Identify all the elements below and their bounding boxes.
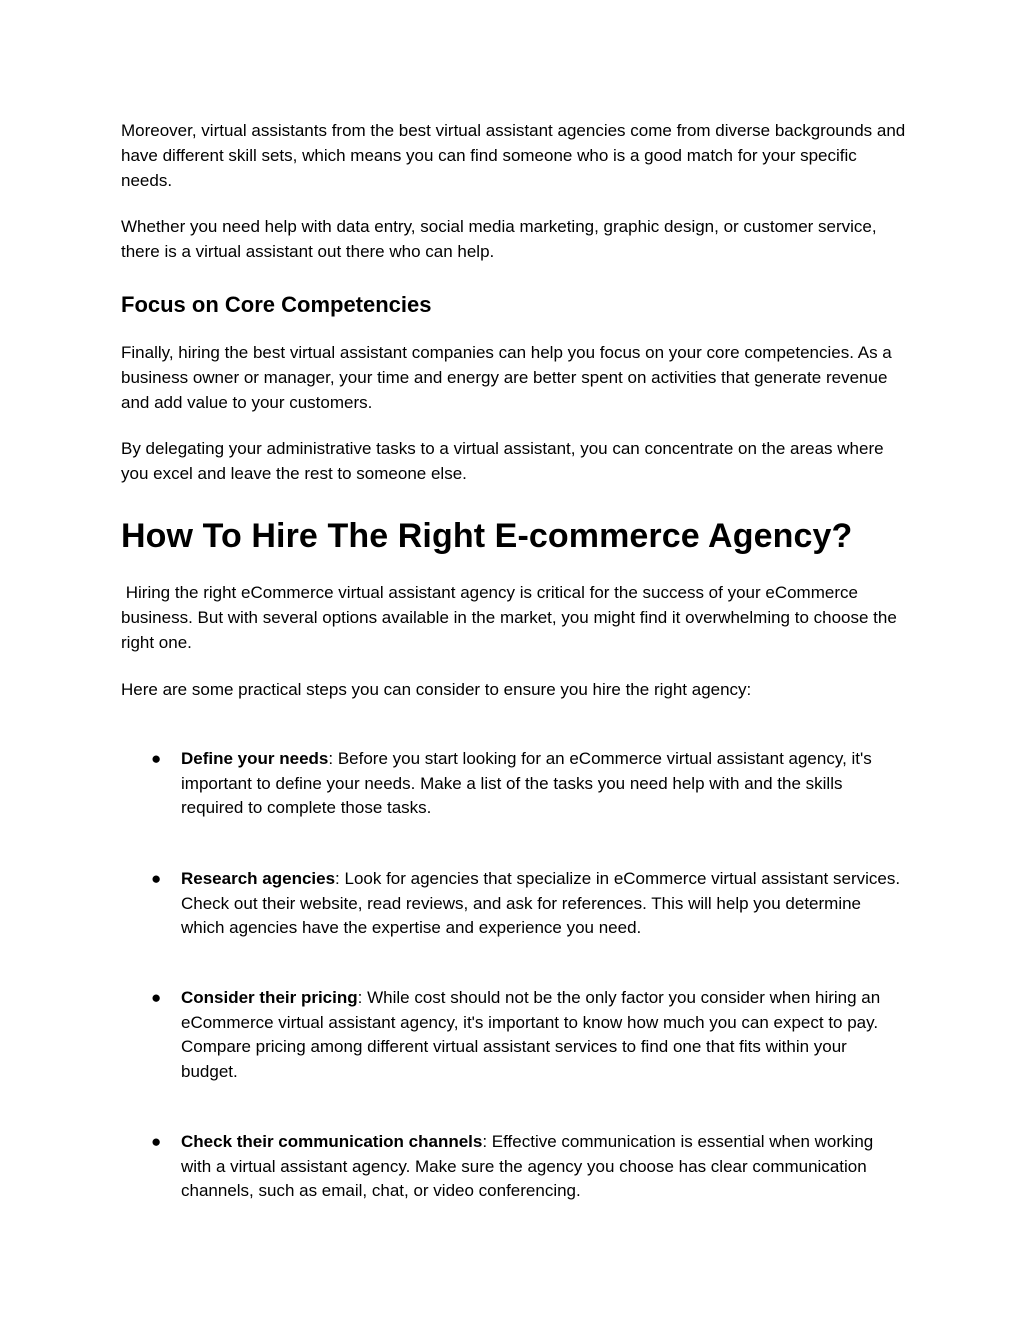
step-title: Define your needs: [181, 749, 329, 768]
bullet-glyph: ●: [151, 1132, 162, 1151]
paragraph-core-competencies: Finally, hiring the best virtual assistant companies can help you focus on your core competencies. As a business owner or manager, your time and energy are better spent on activities that generate revenue and add value to your customers.: [121, 343, 892, 412]
paragraph-need-help: Whether you need help with data entry, social media marketing, graphic design, or customer service, there is a virtual assistant out there who can help.: [121, 217, 877, 261]
list-item-text: [181, 986, 906, 1084]
section-heading: Focus on Core Competencies: [121, 292, 432, 317]
step-description: : Look for agencies that specialize in eCommerce virtual assistant services. Check out their website, read reviews, and ask for references. This will help you determine which agencies have the expertise and experience you need.: [181, 869, 901, 937]
step-title: Check their communication channels: [181, 1132, 483, 1151]
list-item-text: [181, 867, 906, 941]
paragraph-delegating: By delegating your administrative tasks to a virtual assistant, you can concentrate on the areas where you excel and leave the rest to someone else.: [121, 439, 884, 483]
paragraph-diverse-backgrounds: Moreover, virtual assistants from the best virtual assistant agencies come from diverse backgrounds and have different skill sets, which means you can find someone who is a good match for your specific needs.: [121, 121, 906, 190]
list-item-text: [181, 747, 906, 821]
step-title: Research agencies: [181, 869, 336, 888]
step-title: Consider their pricing: [181, 988, 358, 1007]
paragraph-hiring-right: Hiring the right eCommerce virtual assistant agency is critical for the success of your eCommerce business. But with several options available in the market, you might find it overwhelming to choose the right one.: [121, 583, 902, 652]
step-description: : Before you start looking for an eCommerce virtual assistant agency, it's important to define your needs. Make a list of the tasks you need help with and the skills required to complete those tasks.: [181, 749, 872, 817]
list-item-text: [181, 1130, 906, 1204]
step-description: : Effective communication is essential when working with a virtual assistant agency. Make sure the agency you choose has clear communication channels, such as email, chat, or video conferencing.: [181, 1132, 874, 1200]
step-description: : While cost should not be the only factor you consider when hiring an eCommerce virtual assistant agency, it's important to know how much you can expect to pay. Compare pricing among different virtual assistant services to find one that fits within your budget.: [181, 988, 881, 1081]
paragraph-practical-steps: Here are some practical steps you can consider to ensure you hire the right agency:: [121, 680, 752, 699]
bullet-glyph: ●: [151, 988, 162, 1007]
main-heading: How To Hire The Right E-commerce Agency?: [121, 517, 853, 555]
bullet-glyph: ●: [151, 869, 162, 888]
bullet-glyph: ●: [151, 749, 162, 768]
